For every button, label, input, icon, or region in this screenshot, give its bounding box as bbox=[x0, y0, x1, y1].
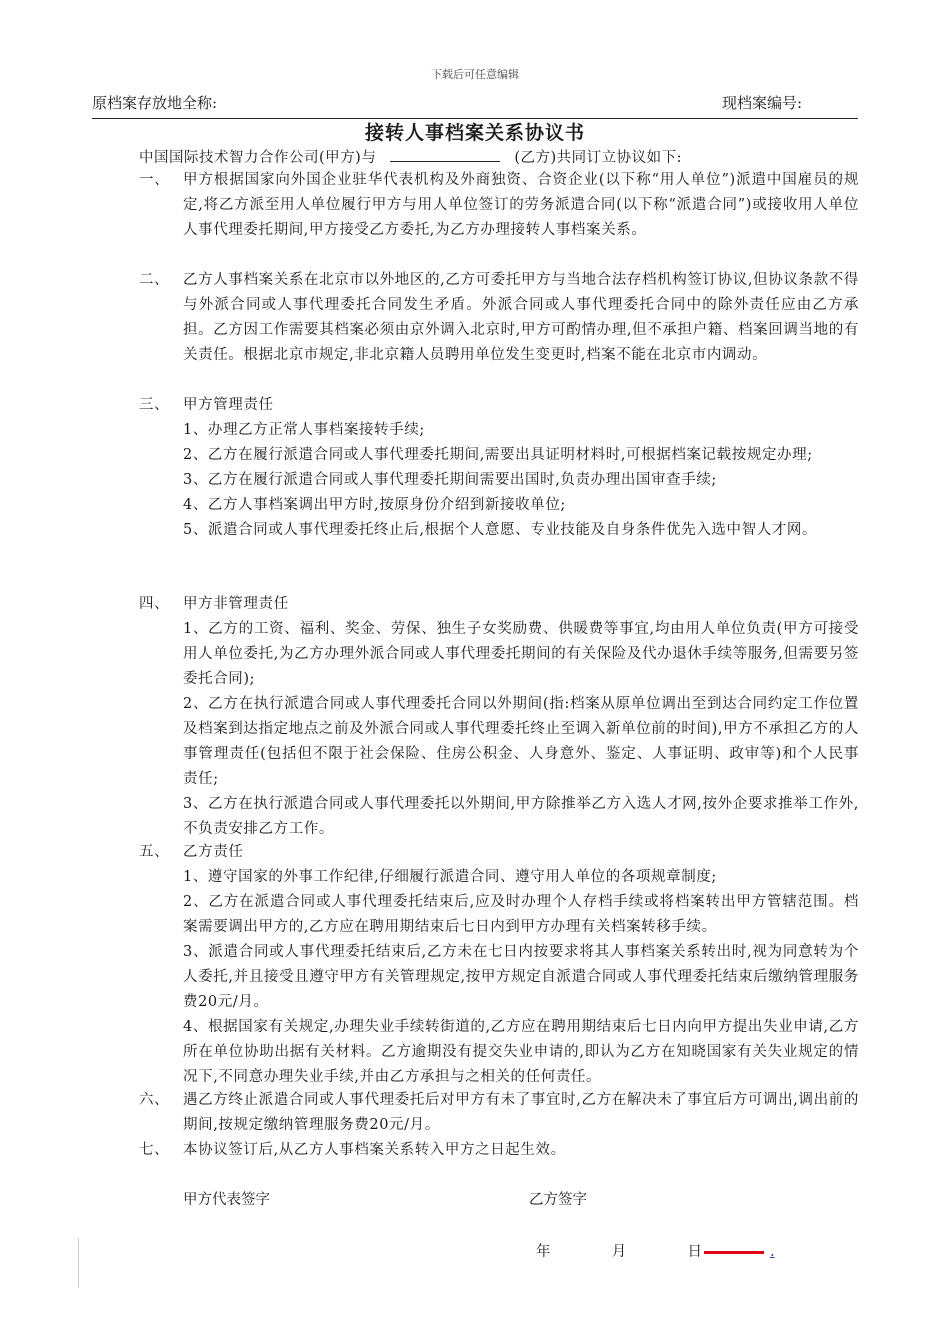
clause-4 bbox=[139, 592, 859, 842]
clause-heading: 乙方责任 bbox=[183, 844, 244, 860]
red-underline-mark bbox=[704, 1251, 764, 1254]
clause-2 bbox=[139, 268, 859, 368]
clause-item: 4、根据国家有关规定,办理失业手续转街道的,乙方应在聘用期结束后七日内向甲方提出失业申请,乙方所在单位协助出据有关材料。乙方逾期没有提交失业申请的,即认为乙方在知晓国家有关失业规定的情况下,不同意办理失业手续,并由乙方承担与之相关的任何责任。 bbox=[183, 1019, 859, 1085]
intro-part2: (乙方)共同订立协议如下: bbox=[514, 150, 683, 166]
clause-number: 六、 bbox=[139, 1092, 170, 1108]
clause-text: 甲方根据国家向外国企业驻华代表机构及外商独资、合资企业(以下称“用人单位”)派遣中国雇员的规定,将乙方派至用人单位履行甲方与用人单位签订的劳务派遣合同(以下称“派遣合同”)或接收用人单位人事代理委托期间,甲方接受乙方委托,为乙方办理接转人事档案关系。 bbox=[183, 172, 859, 238]
clause-number: 五、 bbox=[139, 844, 170, 860]
clause-text: 乙方人事档案关系在北京市以外地区的,乙方可委托甲方与当地合法存档机构签订协议,但协议条款不得与外派合同或人事代理委托合同发生矛盾。外派合同或人事代理委托合同中的除外责任应由乙方承担。乙方因工作需要其档案必须由京外调入北京时,甲方可酌情办理,但不承担户籍、档案回调当地的有关责任。根据北京市规定,非北京籍人员聘用单位发生变更时,档案不能在北京市内调动。 bbox=[183, 272, 859, 363]
clause-heading: 甲方管理责任 bbox=[183, 397, 274, 413]
clause-number: 七、 bbox=[139, 1142, 170, 1158]
clause-number: 一、 bbox=[139, 172, 170, 188]
original-archive-location-label: 原档案存放地全称: bbox=[92, 94, 218, 112]
clause-item: 4、乙方人事档案调出甲方时,按原身份介绍到新接收单位; bbox=[183, 497, 566, 513]
margin-divider bbox=[78, 1238, 79, 1288]
intro-part1: 中国国际技术智力合作公司(甲方)与 bbox=[139, 150, 377, 166]
date-day-label: 日 bbox=[687, 1244, 702, 1260]
clause-5 bbox=[139, 840, 859, 1090]
archive-number-label: 现档案编号: bbox=[721, 94, 802, 112]
clause-item: 1、乙方的工资、福利、奖金、劳保、独生子女奖励费、供暖费等事宜,均由用人单位负责(甲方可接受用人单位委托,为乙方办理外派合同或人事代理委托期间的有关保险及代办退休手续等服务,但需要另签委托合同); bbox=[183, 621, 859, 687]
clause-7 bbox=[139, 1138, 859, 1163]
date-line bbox=[536, 1240, 775, 1261]
clause-6 bbox=[139, 1088, 859, 1138]
date-dot: . bbox=[769, 1244, 775, 1260]
party-b-name-blank[interactable] bbox=[390, 147, 500, 162]
party-b-signature-label: 乙方签字 bbox=[529, 1192, 587, 1208]
watermark-text: 下载后可任意编辑 bbox=[431, 68, 519, 81]
document-title: 接转人事档案关系协议书 bbox=[364, 122, 585, 144]
clause-item: 2、乙方在执行派遣合同或人事代理委托合同以外期间(指:档案从原单位调出至到达合同约定工作位置及档案到达指定地点之前及外派合同或人事代理委托终止至调入新单位前的时间),甲方不承担乙方的人事管理责任(包括但不限于社会保险、住房公积金、人身意外、鉴定、人事证明、政审等)和个人民事责任; bbox=[183, 696, 859, 787]
clause-item: 2、乙方在履行派遣合同或人事代理委托期间,需要出具证明材料时,可根据档案记载按规定办理; bbox=[183, 447, 813, 463]
clause-item: 2、乙方在派遣合同或人事代理委托结束后,应及时办理个人存档手续或将档案转出甲方管辖范围。档案需要调出甲方的,乙方应在聘用期结束后七日内到甲方办理有关档案转移手续。 bbox=[183, 894, 859, 935]
clause-text: 遇乙方终止派遣合同或人事代理委托后对甲方有未了事宜时,乙方在解决未了事宜后方可调出,调出前的期间,按规定缴纳管理服务费20元/月。 bbox=[183, 1092, 859, 1133]
clause-heading: 甲方非管理责任 bbox=[183, 596, 289, 612]
party-a-signature-label: 甲方代表签字 bbox=[183, 1192, 270, 1208]
clause-item: 1、办理乙方正常人事档案接转手续; bbox=[183, 422, 425, 438]
clause-number: 二、 bbox=[139, 272, 170, 288]
clause-number: 四、 bbox=[139, 596, 170, 612]
date-year-label: 年 bbox=[536, 1244, 551, 1260]
clause-item: 3、乙方在执行派遣合同或人事代理委托以外期间,甲方除推举乙方入选人才网,按外企要求推举工作外,不负责安排乙方工作。 bbox=[183, 796, 859, 837]
clause-item: 1、遵守国家的外事工作纪律,仔细履行派遣合同、遵守用人单位的各项规章制度; bbox=[183, 869, 717, 885]
document-header bbox=[92, 92, 858, 119]
clause-number: 三、 bbox=[139, 397, 170, 413]
clause-text: 本协议签订后,从乙方人事档案关系转入甲方之日起生效。 bbox=[183, 1142, 566, 1158]
clause-item: 3、乙方在履行派遣合同或人事代理委托期间需要出国时,负责办理出国审查手续; bbox=[183, 472, 717, 488]
clause-item: 3、派遣合同或人事代理委托结束后,乙方未在七日内按要求将其人事档案关系转出时,视为同意转为个人委托,并且接受且遵守甲方有关管理规定,按甲方规定自派遣合同或人事代理委托结束后缴纳管理服务费20元/月。 bbox=[183, 944, 859, 1010]
intro-line bbox=[139, 146, 682, 167]
clause-1 bbox=[139, 168, 859, 243]
date-month-label: 月 bbox=[611, 1244, 627, 1260]
clause-item: 5、派遣合同或人事代理委托终止后,根据个人意愿、专业技能及自身条件优先入选中智人才网。 bbox=[183, 522, 818, 538]
clause-3 bbox=[139, 393, 859, 543]
